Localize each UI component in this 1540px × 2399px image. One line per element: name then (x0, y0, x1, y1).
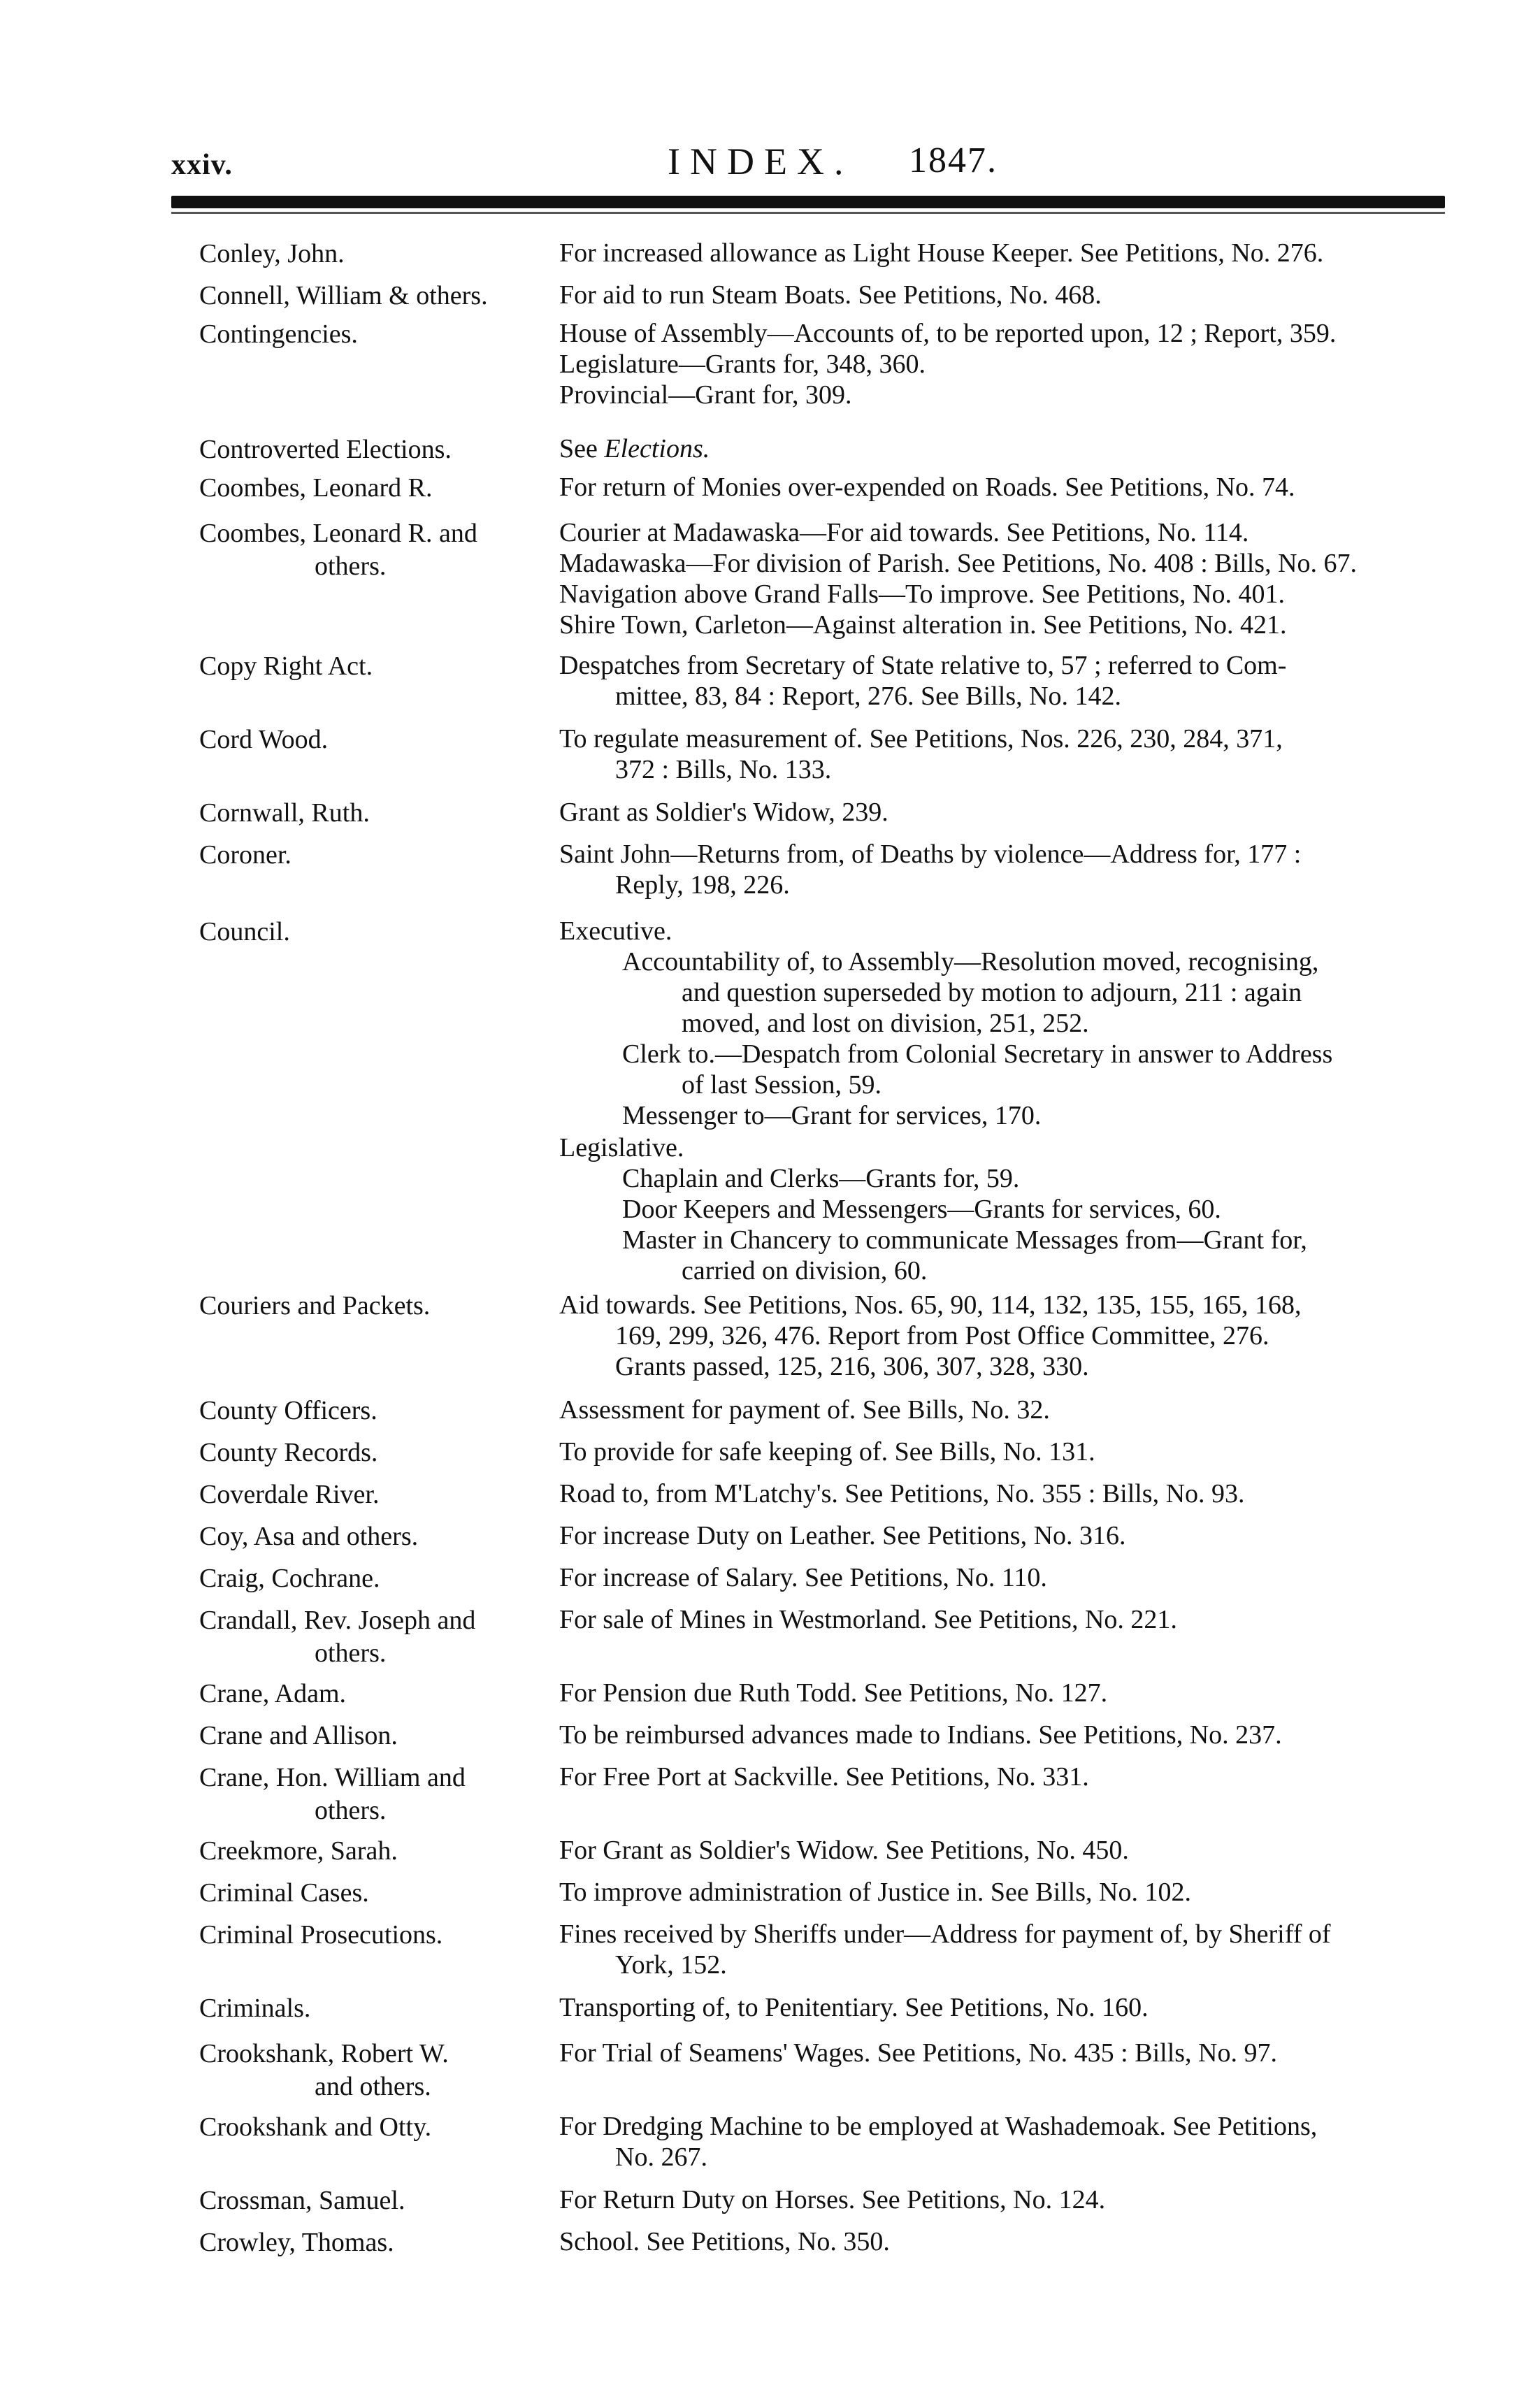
entry-name (199, 1436, 556, 1469)
entry-description-line: Saint John—Returns from, of Deaths by violence—Address for, 177 : (559, 840, 1302, 869)
entry-description-line: Aid towards. See Petitions, Nos. 65, 90, 114, 132, 135, 155, 165, 168, (559, 1290, 1302, 1320)
entry-description-line: For increase Duty on Leather. See Petitions, No. 316. (559, 1521, 1126, 1550)
entry-name (199, 2184, 556, 2217)
entry-description (559, 472, 1468, 503)
entry-name (199, 433, 556, 466)
entry-description-line: To be reimbursed advances made to Indians. See Petitions, No. 237. (559, 1720, 1282, 1750)
page-title: INDEX. (668, 141, 854, 182)
entry-name (199, 472, 556, 505)
entry-name-line: Criminal Cases. (199, 1878, 369, 1908)
entry-description (559, 1132, 1468, 1286)
entry-description-line: For sale of Mines in Westmorland. See Petitions, No. 221. (559, 1605, 1177, 1634)
entry-name-line: Coverdale River. (199, 1480, 380, 1509)
entry-description-line: For return of Monies over-expended on Roads. See Petitions, No. 74. (559, 473, 1295, 502)
entry-description (559, 797, 1468, 828)
page-year: 1847. (909, 141, 998, 180)
entry-name-line: Crookshank and Otty. (199, 2112, 432, 2142)
entry-name (199, 2111, 556, 2144)
entry-description-line: Transporting of, to Penitentiary. See Petitions, No. 160. (559, 1993, 1149, 2022)
entry-name (199, 1835, 556, 1868)
entry-name-line: Contingencies. (199, 319, 358, 349)
entry-name-line: County Officers. (199, 1396, 377, 1425)
entry-name-line: Coroner. (199, 840, 292, 870)
entry-name-line: Cord Wood. (199, 725, 329, 754)
entry-description-line: Legislature—Grants for, 348, 360. (559, 350, 926, 379)
entry-name-line: and others. (315, 2072, 431, 2101)
entry-name-line: others. (315, 552, 387, 581)
entry-description-line: For Dredging Machine to be employed at Washademoak. See Petitions, (559, 2112, 1318, 2141)
page-number: xxiv. (171, 149, 233, 181)
entry-description-line: For increase of Salary. See Petitions, No. 110. (559, 1563, 1047, 1592)
entry-name (199, 1290, 556, 1323)
entry-description (559, 1562, 1468, 1593)
entry-name (199, 2226, 556, 2259)
entry-name-line: Crookshank, Robert W. (199, 2039, 449, 2068)
entry-description (559, 2226, 1468, 2257)
entry-description (559, 238, 1468, 268)
entry-name-line: others. (315, 1796, 387, 1825)
entry-name (199, 839, 556, 872)
entry-name-line: Criminals. (199, 1994, 311, 2023)
entry-description-line: For increased allowance as Light House Keeper. See Petitions, No. 276. (559, 238, 1324, 268)
entry-description-line: School. See Petitions, No. 350. (559, 2227, 890, 2256)
entry-name (199, 723, 556, 756)
entry-name-line: Crane, Hon. William and (199, 1763, 466, 1792)
entry-description-line: For Grant as Soldier's Widow. See Petitions, No. 450. (559, 1836, 1129, 1865)
entry-name (199, 1992, 556, 2025)
entry-description (559, 1395, 1468, 1425)
entry-name-line: Conley, John. (199, 239, 345, 268)
entry-name-line: Council. (199, 917, 290, 946)
entry-description (559, 280, 1468, 310)
entry-name (199, 1919, 556, 1952)
entry-description-line: Legislative. (559, 1133, 684, 1162)
entry-name (199, 1520, 556, 1553)
entry-name-line: Craig, Cochrane. (199, 1564, 380, 1593)
entry-description (559, 916, 1468, 1131)
entry-name-line: Criminal Prosecutions. (199, 1920, 443, 1950)
entry-description-line: For Return Duty on Horses. See Petitions, No. 124. (559, 2185, 1106, 2214)
entry-description-line: Assessment for payment of. See Bills, No. 32. (559, 1395, 1050, 1425)
entry-name-line: Crane and Allison. (199, 1721, 398, 1750)
cross-reference: Elections. (604, 434, 710, 463)
entry-name (199, 1604, 556, 1670)
entry-description (559, 1436, 1468, 1467)
entry-description-line: Clerk to.—Despatch from Colonial Secretary in answer to Address (622, 1039, 1333, 1069)
entry-name (199, 650, 556, 683)
entry-name (199, 1562, 556, 1595)
entry-description-line: moved, and lost on division, 251, 252. (682, 1009, 1089, 1038)
entry-description-line: Messenger to—Grant for services, 170. (622, 1101, 1042, 1130)
entry-description (559, 1992, 1468, 2023)
entry-name-line: Crane, Adam. (199, 1679, 347, 1708)
entry-description-line: House of Assembly—Accounts of, to be reported upon, 12 ; Report, 359. (559, 319, 1337, 348)
entry-description-line: To provide for safe keeping of. See Bills, No. 131. (559, 1437, 1095, 1467)
entry-name-line: Coy, Asa and others. (199, 1522, 419, 1551)
entry-description-line: Door Keepers and Messengers—Grants for services, 60. (622, 1195, 1221, 1224)
entry-description (559, 433, 1468, 464)
entry-name-line: Couriers and Packets. (199, 1291, 431, 1320)
entry-description (559, 1877, 1468, 1908)
entry-description (559, 650, 1468, 712)
entry-description-line: Executive. (559, 916, 672, 946)
entry-description (559, 1520, 1468, 1551)
entry-name-line: Copy Right Act. (199, 651, 373, 681)
entry-description (559, 1919, 1468, 1980)
entry-description-line: Reply, 198, 226. (615, 870, 790, 900)
entry-description-line: No. 267. (615, 2142, 707, 2172)
entry-description-line: For aid to run Steam Boats. See Petitions, No. 468. (559, 280, 1102, 310)
entry-description (559, 1604, 1468, 1635)
entry-description (559, 2184, 1468, 2215)
entry-name (199, 1720, 556, 1752)
entry-description-line: Despatches from Secretary of State relative to, 57 ; referred to Com- (559, 651, 1287, 680)
entry-description-line: Fines received by Sheriffs under—Address for payment of, by Sheriff of (559, 1919, 1331, 1949)
entry-description (559, 1835, 1468, 1866)
entry-description-line: Courier at Madawaska—For aid towards. See Petitions, No. 114. (559, 518, 1249, 547)
entry-description-line: Grants passed, 125, 216, 306, 307, 328, 330. (615, 1352, 1089, 1381)
entry-description (559, 1678, 1468, 1708)
header-rule (171, 196, 1445, 208)
entry-name-line: others. (315, 1638, 387, 1668)
entry-description-line: Grant as Soldier's Widow, 239. (559, 798, 888, 827)
entry-description-line: 169, 299, 326, 476. Report from Post Office Committee, 276. (615, 1321, 1269, 1350)
header-rule-thin (171, 212, 1445, 214)
entry-name (199, 517, 556, 583)
entry-description-line: Madawaska—For division of Parish. See Petitions, No. 408 : Bills, No. 67. (559, 549, 1358, 578)
entry-name (199, 916, 556, 949)
entry-description-line: Road to, from M'Latchy's. See Petitions, No. 355 : Bills, No. 93. (559, 1479, 1245, 1508)
entry-description-line: Shire Town, Carleton—Against alteration in. See Petitions, No. 421. (559, 610, 1287, 640)
entry-name-line: Crossman, Samuel. (199, 2186, 405, 2215)
entry-description (559, 318, 1468, 410)
entry-description-line: Accountability of, to Assembly—Resolution moved, recognising, (622, 947, 1319, 977)
entry-name-line: Controverted Elections. (199, 435, 452, 464)
entry-description (559, 1290, 1468, 1382)
entry-description-line: For Pension due Ruth Todd. See Petitions, No. 127. (559, 1678, 1108, 1708)
see-prefix: See (559, 434, 605, 463)
entry-name (199, 280, 556, 312)
entry-description-line: of last Session, 59. (682, 1070, 882, 1100)
entry-description-line: Master in Chancery to communicate Messages from—Grant for, (622, 1225, 1307, 1255)
entry-name-line: Coombes, Leonard R. (199, 473, 433, 503)
entry-name (199, 797, 556, 830)
entry-name-line: Creekmore, Sarah. (199, 1836, 398, 1866)
entry-name (199, 1395, 556, 1427)
entry-description-line: mittee, 83, 84 : Report, 276. See Bills, No. 142. (615, 682, 1122, 711)
entry-name (199, 318, 556, 351)
entry-name-line: Connell, William & others. (199, 281, 488, 310)
entry-description (559, 1478, 1468, 1509)
entry-name-line: Coombes, Leonard R. and (199, 519, 477, 548)
entry-description (559, 1762, 1468, 1792)
entry-name (199, 238, 556, 271)
entry-description (559, 839, 1468, 900)
entry-name (199, 1678, 556, 1710)
entry-description-line: To regulate measurement of. See Petitions, Nos. 226, 230, 284, 371, (559, 724, 1283, 754)
entry-description-line: 372 : Bills, No. 133. (615, 755, 832, 784)
entry-description-line: Navigation above Grand Falls—To improve. See Petitions, No. 401. (559, 579, 1285, 609)
entry-description (559, 1720, 1468, 1750)
entry-description-line: carried on division, 60. (682, 1256, 928, 1285)
entry-name (199, 1762, 556, 1827)
entry-description (559, 723, 1468, 785)
entry-description (559, 2111, 1468, 2173)
entry-description-line: Provincial—Grant for, 309. (559, 380, 852, 410)
entry-name-line: Crandall, Rev. Joseph and (199, 1606, 476, 1635)
entry-name-line: Cornwall, Ruth. (199, 798, 370, 828)
entry-name-line: Crowley, Thomas. (199, 2228, 394, 2257)
entry-name (199, 1877, 556, 1910)
entry-description-line: Chaplain and Clerks—Grants for, 59. (622, 1164, 1020, 1193)
entry-description-line (559, 433, 1468, 464)
entry-description-line: For Free Port at Sackville. See Petitions, No. 331. (559, 1762, 1089, 1792)
entry-name-line: County Records. (199, 1438, 378, 1467)
entry-description (559, 517, 1468, 640)
entry-name (199, 1478, 556, 1511)
entry-name (199, 2038, 556, 2103)
entry-description (559, 2038, 1468, 2068)
entry-description-line: To improve administration of Justice in. See Bills, No. 102. (559, 1878, 1191, 1907)
entry-description-line: For Trial of Seamens' Wages. See Petitions, No. 435 : Bills, No. 97. (559, 2038, 1277, 2068)
entry-description-line: York, 152. (615, 1950, 727, 1980)
entry-description-line: and question superseded by motion to adjourn, 211 : again (682, 978, 1302, 1007)
